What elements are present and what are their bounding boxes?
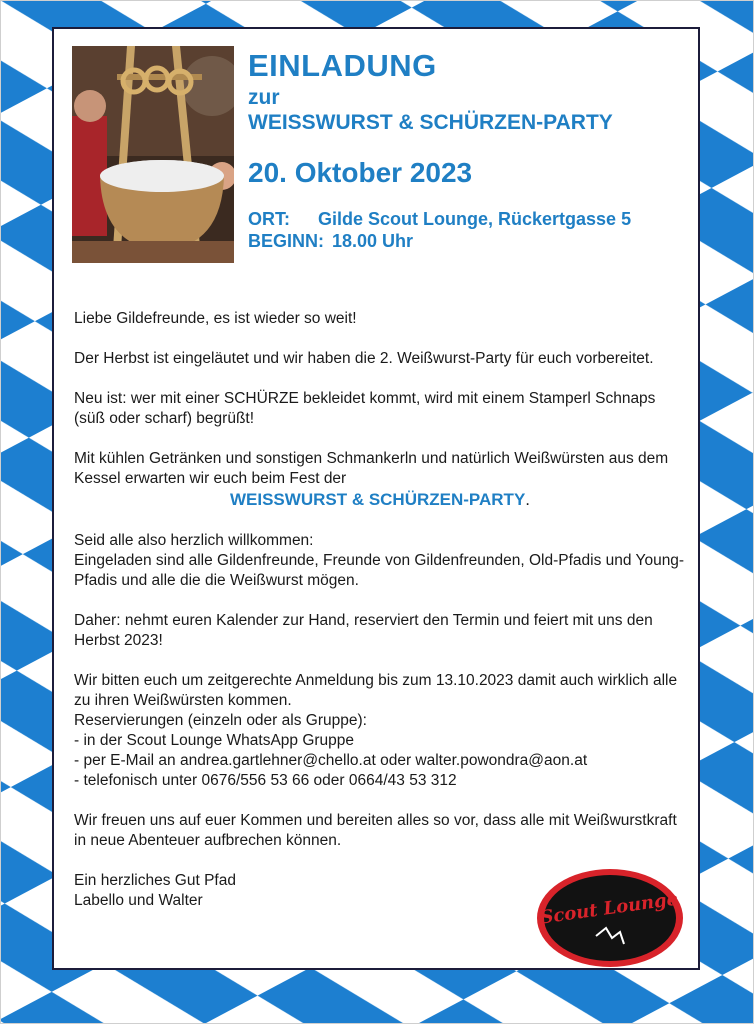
paragraph-schuerze: Neu ist: wer mit einer SCHÜRZE bekleidet kommt, wird mit einem Stamperl Schnaps (süß oder scharf) begrüßt! xyxy=(74,390,656,427)
paragraph-willkommen xyxy=(74,531,686,591)
highlight-event-name: WEISSWURST & SCHÜRZEN-PARTY xyxy=(229,490,526,509)
paragraph-herbst: Der Herbst ist eingeläutet und wir haben die 2. Weißwurst-Party für euch vorbereitet. xyxy=(74,350,654,367)
anmeldung-text: Wir bitten euch um zeitgerechte Anmeldung bis zum 13.10.2023 damit auch wirklich alle zu ihren Weißwürsten kommen. xyxy=(74,672,678,709)
invitation-title: EINLADUNG xyxy=(248,48,437,83)
reservation-option-whatsapp: - in der Scout Lounge WhatsApp Gruppe xyxy=(74,732,355,749)
highlight-period: . xyxy=(525,490,531,509)
closing-signature: Labello und Walter xyxy=(74,892,203,909)
event-location xyxy=(248,208,631,230)
eingeladen-line: Eingeladen sind alle Gildenfreunde, Freunde von Gildenfreunden, Old-Pfadis und Young-Pfadis und alle die die Weißwurst mögen. xyxy=(74,552,685,589)
event-date: 20. Oktober 2023 xyxy=(248,157,473,188)
reservation-option-phone: - telefonisch unter 0676/556 53 66 oder 0664/43 53 312 xyxy=(74,772,457,789)
header-event-name: WEISSWURST & SCHÜRZEN-PARTY xyxy=(248,111,613,134)
start-label: BEGINN: xyxy=(248,231,324,251)
reservation-option-email: - per E-Mail an andrea.gartlehner@chello.at oder walter.powondra@aon.at xyxy=(74,752,588,769)
paragraph-kalender: Daher: nehmt euren Kalender zur Hand, reserviert den Termin und feiert mit uns den Herbst 2023! xyxy=(74,612,653,649)
location-value: Gilde Scout Lounge, Rückertgasse 5 xyxy=(318,209,632,229)
kessel-photo xyxy=(72,46,234,263)
willkommen-line: Seid alle also herzlich willkommen: xyxy=(74,532,314,549)
greeting: Liebe Gildefreunde, es ist wieder so weit! xyxy=(74,310,357,327)
closing-greeting: Ein herzliches Gut Pfad xyxy=(74,872,236,889)
scout-lounge-logo xyxy=(534,866,686,970)
event-start xyxy=(248,230,631,252)
reservierungen-label: Reservierungen (einzeln oder als Gruppe): xyxy=(74,712,367,729)
header-zur: zur xyxy=(248,86,280,109)
paragraph-getraenke-text: Mit kühlen Getränken und sonstigen Schmankerln und natürlich Weißwürsten aus dem Kessel erwarten wir euch beim Fest der xyxy=(74,450,669,487)
location-label: ORT: xyxy=(248,209,290,229)
paragraph-abenteuer: Wir freuen uns auf euer Kommen und bereiten alles so vor, dass alle mit Weißwurstkraft in neue Abenteuer aufbrechen können. xyxy=(74,812,677,849)
letter-body xyxy=(74,309,686,911)
invitation-card xyxy=(52,27,700,970)
logo-text: Scout Lounge xyxy=(539,888,680,929)
paragraph-getraenke xyxy=(74,449,686,511)
paragraph-anmeldung xyxy=(74,671,686,791)
highlight-event xyxy=(74,489,686,511)
start-value: 18.00 Uhr xyxy=(332,231,414,251)
header-block xyxy=(248,47,631,252)
